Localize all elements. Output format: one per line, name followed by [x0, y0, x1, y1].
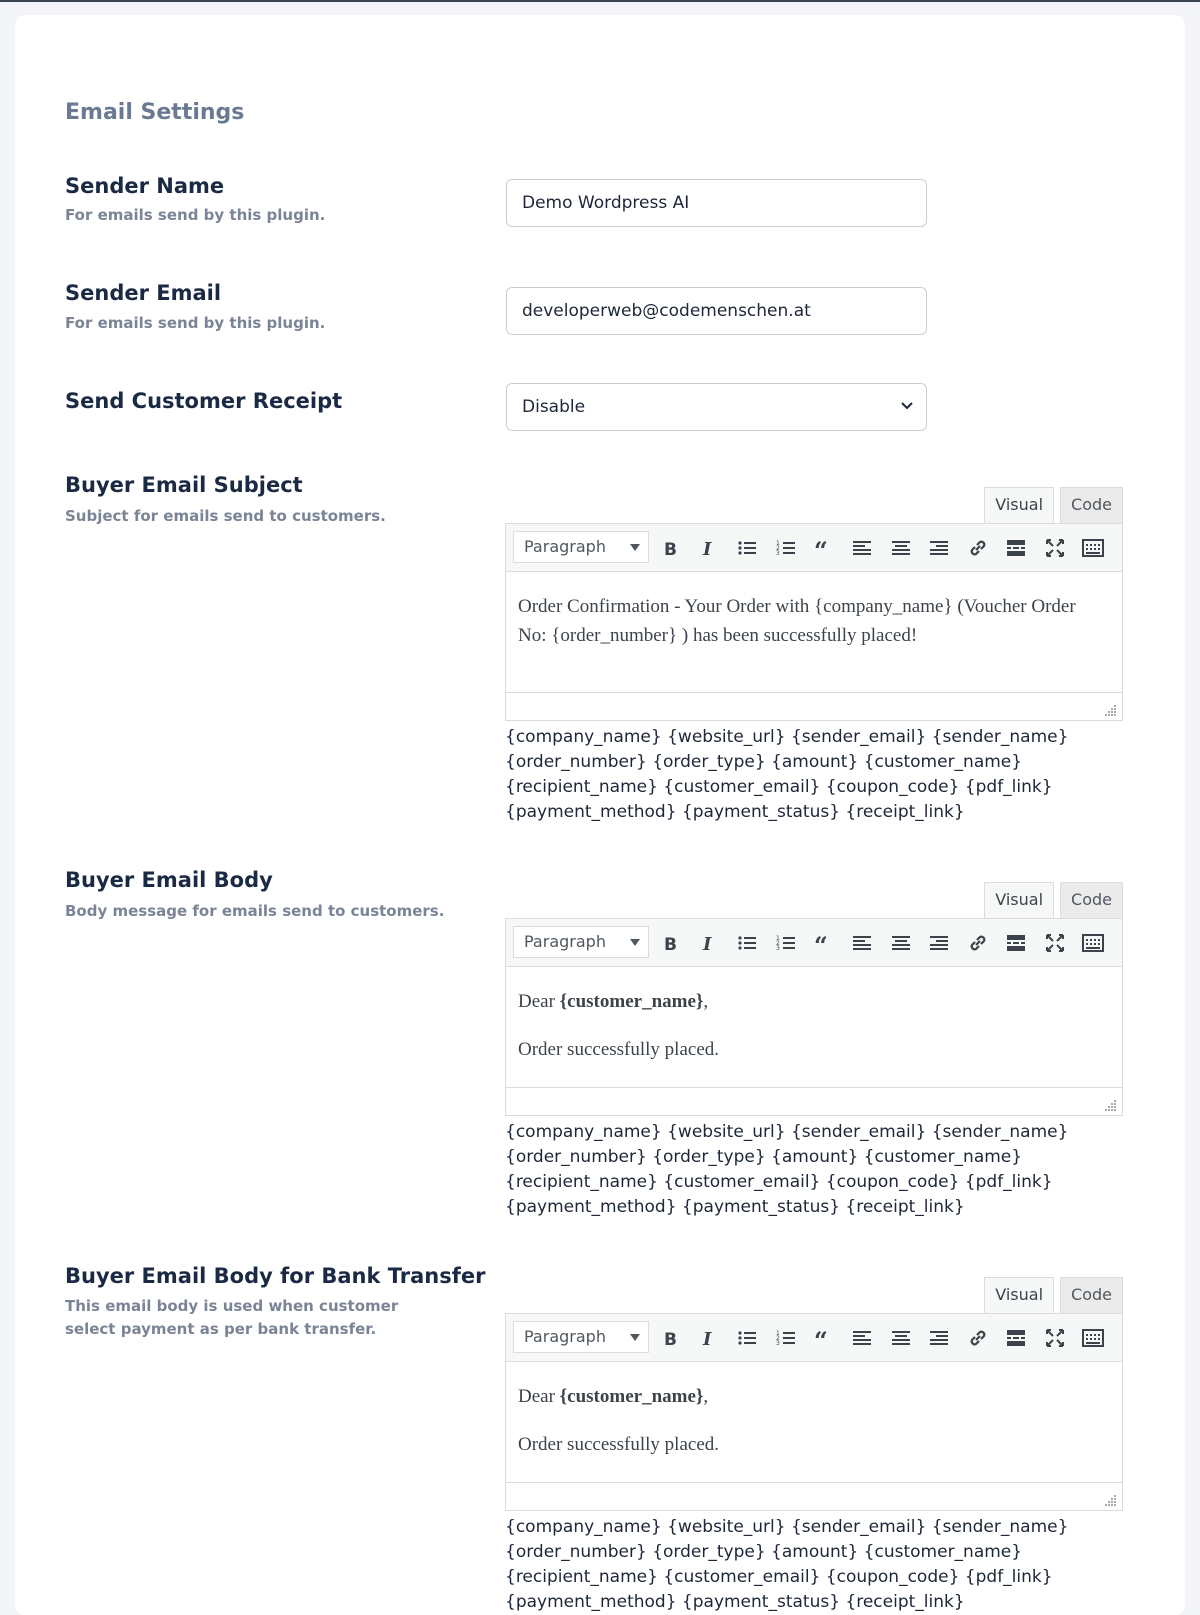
- sender-email-label: Sender Email: [65, 281, 222, 305]
- align-center-icon: [890, 537, 912, 559]
- dropdown-arrow-icon: [630, 1334, 640, 1341]
- italic-button[interactable]: [695, 534, 723, 562]
- read-more-icon: [1005, 932, 1027, 954]
- align-left-button[interactable]: [848, 534, 876, 562]
- format-select-value: Paragraph: [524, 537, 606, 556]
- toolbar-toggle-icon: [1082, 1327, 1104, 1349]
- fullscreen-icon: [1044, 932, 1066, 954]
- greeting-prefix: Dear: [518, 991, 560, 1012]
- bullet-list-icon: [736, 537, 758, 559]
- link-button[interactable]: [964, 929, 992, 957]
- bank-label: Buyer Email Body for Bank Transfer: [65, 1264, 486, 1288]
- editor-content[interactable]: [518, 1382, 1108, 1478]
- bullet-list-button[interactable]: [733, 929, 761, 957]
- align-right-icon: [928, 537, 950, 559]
- align-right-button[interactable]: [925, 1324, 953, 1352]
- bullet-list-button[interactable]: [733, 534, 761, 562]
- subject-text: Order Confirmation - Your Order with {company_name} (Voucher Order No: {order_number} ) has been successfully placed!: [518, 596, 1076, 646]
- fullscreen-icon: [1044, 537, 1066, 559]
- link-button[interactable]: [964, 534, 992, 562]
- read-more-button[interactable]: [1002, 1324, 1030, 1352]
- bullet-list-icon: [736, 1327, 758, 1349]
- svg-text:“: “: [814, 1326, 828, 1355]
- toolbar-toggle-icon: [1082, 537, 1104, 559]
- tab-visual[interactable]: Visual: [984, 882, 1054, 918]
- blockquote-icon: [813, 931, 835, 960]
- greeting-variable: {customer_name}: [559, 1386, 704, 1407]
- format-select-value: Paragraph: [524, 932, 606, 951]
- align-center-icon: [890, 1327, 912, 1349]
- editor-frame: [505, 523, 1123, 721]
- bold-icon: [660, 537, 682, 559]
- link-icon: [967, 537, 989, 559]
- align-left-button[interactable]: [848, 1324, 876, 1352]
- editor-statusbar: [506, 1087, 1122, 1115]
- fullscreen-button[interactable]: [1041, 1324, 1069, 1352]
- editor-tabs: [978, 882, 1123, 918]
- sender-email-desc: For emails send by this plugin.: [65, 314, 326, 332]
- message-line: Order successfully placed.: [518, 1039, 720, 1060]
- italic-icon: [698, 1327, 720, 1349]
- svg-text:2: 2: [776, 1335, 780, 1342]
- body-desc: Body message for emails send to customers.: [65, 902, 445, 920]
- svg-text:1: 1: [776, 1330, 780, 1337]
- svg-text:B: B: [664, 935, 677, 955]
- italic-button[interactable]: [695, 1324, 723, 1352]
- format-select[interactable]: [513, 926, 649, 958]
- send-receipt-label: Send Customer Receipt: [65, 389, 343, 413]
- editor-content[interactable]: [518, 987, 1108, 1083]
- tab-code[interactable]: Code: [1060, 1277, 1123, 1313]
- numbered-list-button[interactable]: [772, 1324, 800, 1352]
- bullet-list-button[interactable]: [733, 1324, 761, 1352]
- svg-text:B: B: [664, 540, 677, 560]
- blockquote-icon: [813, 536, 835, 565]
- placeholder-line: {recipient_name} {customer_email} {coupon_code} {pdf_link}: [505, 777, 1053, 797]
- bold-button[interactable]: [657, 534, 685, 562]
- numbered-list-button[interactable]: [772, 929, 800, 957]
- svg-text:2: 2: [776, 940, 780, 947]
- read-more-icon: [1005, 1327, 1027, 1349]
- align-right-button[interactable]: [925, 534, 953, 562]
- top-border: [0, 0, 1200, 2]
- resize-grip-icon[interactable]: [1105, 1099, 1117, 1111]
- subject-desc: Subject for emails send to customers.: [65, 507, 386, 525]
- numbered-list-icon: [775, 537, 797, 559]
- link-icon: [967, 1327, 989, 1349]
- chevron-down-icon: [900, 399, 914, 413]
- resize-grip-icon[interactable]: [1105, 704, 1117, 716]
- svg-text:B: B: [664, 1330, 677, 1350]
- link-icon: [967, 932, 989, 954]
- tab-code[interactable]: Code: [1060, 487, 1123, 523]
- message-line: Order successfully placed.: [518, 1434, 720, 1455]
- sender-name-label: Sender Name: [65, 174, 225, 198]
- dropdown-arrow-icon: [630, 544, 640, 551]
- section-title: Email Settings: [65, 100, 245, 125]
- placeholder-line: {order_number} {order_type} {amount} {customer_name}: [505, 752, 1023, 772]
- numbered-list-button[interactable]: [772, 534, 800, 562]
- svg-text:“: “: [814, 931, 828, 960]
- blockquote-button[interactable]: [810, 1324, 838, 1355]
- greeting-suffix: ,: [703, 1386, 709, 1407]
- svg-text:1: 1: [776, 935, 780, 942]
- svg-text:I: I: [703, 934, 712, 955]
- subject-label: Buyer Email Subject: [65, 473, 303, 497]
- align-center-button[interactable]: [887, 534, 915, 562]
- editor-tabs: [978, 487, 1123, 523]
- dropdown-arrow-icon: [630, 939, 640, 946]
- bold-icon: [660, 1327, 682, 1349]
- tab-visual[interactable]: Visual: [984, 487, 1054, 523]
- numbered-list-icon: [775, 1327, 797, 1349]
- placeholder-line: {recipient_name} {customer_email} {coupon_code} {pdf_link}: [505, 1567, 1053, 1587]
- italic-icon: [698, 537, 720, 559]
- read-more-icon: [1005, 537, 1027, 559]
- bold-icon: [660, 932, 682, 954]
- greeting-prefix: Dear: [518, 1386, 560, 1407]
- editor-statusbar: [506, 1482, 1122, 1510]
- greeting-suffix: ,: [703, 991, 709, 1012]
- link-button[interactable]: [964, 1324, 992, 1352]
- greeting-variable: {customer_name}: [559, 991, 704, 1012]
- resize-grip-icon[interactable]: [1105, 1494, 1117, 1506]
- send-receipt-select[interactable]: [506, 383, 927, 431]
- bullet-list-icon: [736, 932, 758, 954]
- svg-text:I: I: [703, 1329, 712, 1350]
- placeholder-line: {payment_method} {payment_status} {receipt_link}: [505, 1592, 965, 1612]
- toolbar-toggle-icon: [1082, 932, 1104, 954]
- bold-button[interactable]: [657, 1324, 685, 1352]
- editor-toolbar: [506, 524, 1122, 572]
- blockquote-button[interactable]: [810, 929, 838, 960]
- format-select[interactable]: [513, 531, 649, 563]
- placeholder-line: {company_name} {website_url} {sender_email} {sender_name}: [505, 727, 1069, 747]
- editor-tabs: [978, 1277, 1123, 1313]
- sender-name-desc: For emails send by this plugin.: [65, 206, 326, 224]
- align-left-icon: [851, 932, 873, 954]
- align-center-icon: [890, 932, 912, 954]
- format-select[interactable]: [513, 1321, 649, 1353]
- italic-icon: [698, 932, 720, 954]
- align-center-button[interactable]: [887, 929, 915, 957]
- read-more-button[interactable]: [1002, 929, 1030, 957]
- svg-text:1: 1: [776, 540, 780, 547]
- svg-text:3: 3: [776, 945, 780, 952]
- greeting-line: [518, 1382, 1108, 1411]
- placeholder-line: {company_name} {website_url} {sender_email} {sender_name}: [505, 1122, 1069, 1142]
- align-left-button[interactable]: [848, 929, 876, 957]
- placeholder-list: [505, 725, 1125, 825]
- svg-text:I: I: [703, 539, 712, 560]
- tab-code[interactable]: Code: [1060, 882, 1123, 918]
- placeholder-line: {payment_method} {payment_status} {receipt_link}: [505, 1197, 965, 1217]
- editor-content[interactable]: [518, 592, 1108, 669]
- align-left-icon: [851, 1327, 873, 1349]
- svg-text:3: 3: [776, 1340, 780, 1347]
- read-more-button[interactable]: [1002, 534, 1030, 562]
- placeholder-line: {payment_method} {payment_status} {receipt_link}: [505, 802, 965, 822]
- format-select-value: Paragraph: [524, 1327, 606, 1346]
- body-label: Buyer Email Body: [65, 868, 273, 892]
- numbered-list-icon: [775, 932, 797, 954]
- align-right-icon: [928, 932, 950, 954]
- svg-text:2: 2: [776, 545, 780, 552]
- sender-name-input[interactable]: Demo Wordpress AI: [506, 179, 927, 227]
- editor-statusbar: [506, 692, 1122, 720]
- editor-toolbar: [506, 919, 1122, 967]
- placeholder-line: {order_number} {order_type} {amount} {customer_name}: [505, 1542, 1023, 1562]
- align-right-button[interactable]: [925, 929, 953, 957]
- tab-visual[interactable]: Visual: [984, 1277, 1054, 1313]
- align-left-icon: [851, 537, 873, 559]
- fullscreen-button[interactable]: [1041, 929, 1069, 957]
- placeholder-line: {company_name} {website_url} {sender_email} {sender_name}: [505, 1517, 1069, 1537]
- editor-frame: [505, 1313, 1123, 1511]
- toolbar-toggle-button[interactable]: [1079, 929, 1107, 957]
- fullscreen-button[interactable]: [1041, 534, 1069, 562]
- editor-toolbar: [506, 1314, 1122, 1362]
- align-center-button[interactable]: [887, 1324, 915, 1352]
- editor-frame: [505, 918, 1123, 1116]
- toolbar-toggle-button[interactable]: [1079, 534, 1107, 562]
- blockquote-icon: [813, 1326, 835, 1355]
- placeholder-list: [505, 1120, 1125, 1220]
- svg-text:3: 3: [776, 550, 780, 557]
- greeting-line: [518, 987, 1108, 1016]
- placeholder-line: {recipient_name} {customer_email} {coupon_code} {pdf_link}: [505, 1172, 1053, 1192]
- align-right-icon: [928, 1327, 950, 1349]
- italic-button[interactable]: [695, 929, 723, 957]
- placeholder-list: [505, 1515, 1125, 1615]
- fullscreen-icon: [1044, 1327, 1066, 1349]
- bold-button[interactable]: [657, 929, 685, 957]
- placeholder-line: {order_number} {order_type} {amount} {customer_name}: [505, 1147, 1023, 1167]
- toolbar-toggle-button[interactable]: [1079, 1324, 1107, 1352]
- sender-email-input[interactable]: developerweb@codemenschen.at: [506, 287, 927, 335]
- send-receipt-value: Disable: [522, 397, 586, 417]
- bank-desc: This email body is used when customer select payment as per bank transfer.: [65, 1297, 399, 1338]
- svg-text:“: “: [814, 536, 828, 565]
- blockquote-button[interactable]: [810, 534, 838, 565]
